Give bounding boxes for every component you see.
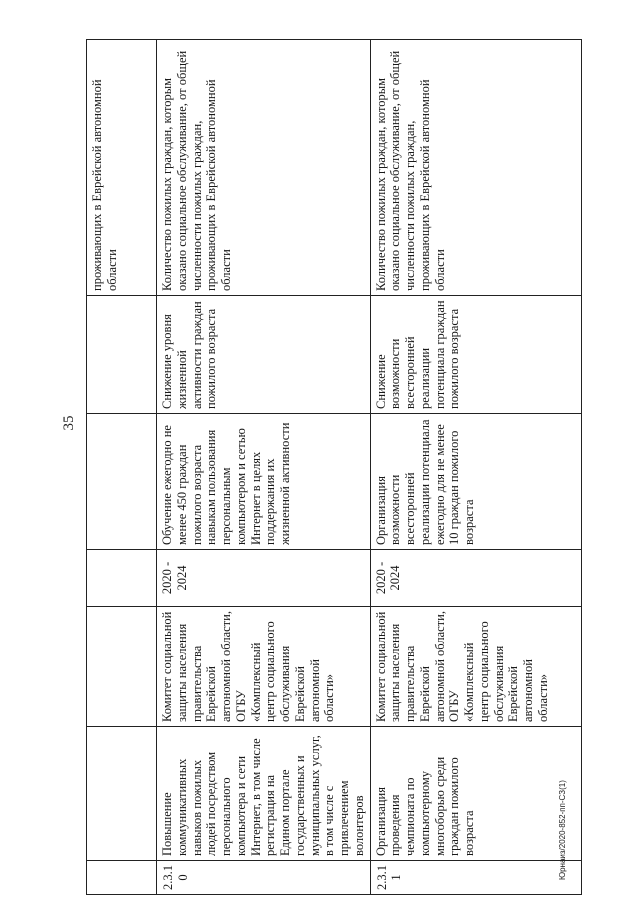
table-row	[370, 40, 581, 895]
table-row	[157, 40, 371, 895]
risk: Снижение уровня жизненной активности граждан пожилого возраста	[157, 296, 371, 414]
expected-result	[87, 414, 157, 550]
row-number: 2.3.11	[370, 861, 581, 895]
risk: Снижение возможности всесторонней реализации потенциала граждан пожилого возраста	[370, 296, 581, 414]
indicator: проживающих в Еврейской автономной области	[87, 40, 157, 296]
rotated-table-container	[86, 40, 576, 895]
executor: Комитет социальной защиты населения правительства Еврейской автономной области, ОГБУ «Комплексный центр социального обслуживания Еврейской автономной области»	[157, 607, 371, 727]
row-number: 2.3.10	[157, 861, 371, 895]
indicator: Количество пожилых граждан, которым оказано социальное обслуживание, от общей численности пожилых граждан, проживающих в Еврейской автономной области	[157, 40, 371, 296]
expected-result: Обучение ежегодно не менее 450 граждан пожилого возраста навыкам пользования персональным компьютером и сетью Интернет в целях поддержания их жизненной активности	[157, 414, 371, 550]
expected-result: Организация возможности всесторонней реализации потенциала ежегодно для не менее 10 граждан пожилого возраста	[370, 414, 581, 550]
row-number	[87, 861, 157, 895]
term: 2020 - 2024	[157, 550, 371, 607]
document-footer-code: Юрнаиз/2020-852-пп-СЗ(1)	[558, 780, 567, 880]
risk	[87, 296, 157, 414]
table-row	[87, 40, 157, 895]
indicator: Количество пожилых граждан, которым оказано социальное обслуживание, от общей численности пожилых граждан, проживающих в Еврейской автономной области	[370, 40, 581, 296]
measure-title: Повышение коммуникативных навыков пожилых людей посредством персонального компьютера и сети Интернет, в том числе регистрация на Едином портале государственных и муниципальных услуг, в том числе с привлечением волонтеров	[157, 727, 371, 861]
term	[87, 550, 157, 607]
measure-title	[87, 727, 157, 861]
program-measures-table	[86, 39, 582, 895]
executor	[87, 607, 157, 727]
measure-title: Организация проведения чемпионата по компьютерному многоборью среди граждан пожилого возраста	[370, 727, 581, 861]
term: 2020 - 2024	[370, 550, 581, 607]
executor: Комитет социальной защиты населения правительства Еврейской автономной области, ОГБУ «Комплексный центр социального обслуживания Еврейской автономной области»	[370, 607, 581, 727]
page-number: 35	[61, 415, 77, 431]
